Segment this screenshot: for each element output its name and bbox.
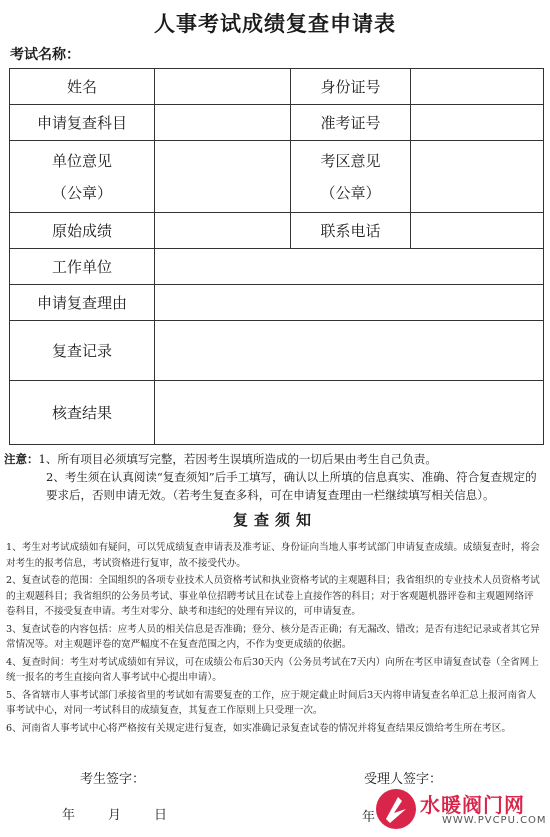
phone-label: 联系电话	[291, 213, 411, 249]
review-record-label: 复查记录	[10, 321, 155, 381]
reason-label: 申请复查理由	[10, 285, 155, 321]
verify-result-field[interactable]	[155, 381, 544, 445]
notice-title: 复查须知	[232, 511, 317, 529]
notes-section	[4, 450, 548, 504]
verify-result-label: 核查结果	[10, 381, 155, 445]
subject-label: 申请复查科目	[10, 105, 155, 141]
original-score-field[interactable]	[155, 213, 291, 249]
district-seal-text: （公章）	[320, 183, 381, 202]
notice-item-4: 4、复查时间：考生对考试成绩如有异议，可在成绩公布后30天内（公务员考试在7天内）向所在考区申请复查试卷（全省网上统一报名的考生直接向省人事考试中心提出申请）。	[6, 656, 539, 683]
id-number-field[interactable]	[411, 69, 544, 105]
date-month: 月	[108, 808, 122, 823]
name-field[interactable]	[155, 69, 291, 105]
subject-field[interactable]	[155, 105, 291, 141]
note-row-1	[4, 450, 548, 468]
watermark-logo	[376, 787, 546, 831]
unit-opinion-text: 单位意见	[51, 151, 112, 170]
work-unit-label: 工作单位	[10, 249, 155, 285]
watermark-brand: 水暖阀门网	[420, 793, 525, 817]
date-year-2: 年	[362, 810, 376, 825]
exam-name-label: 考试名称：	[10, 47, 80, 63]
notice-item-5: 5、各省辖市人事考试部门承接省里的考试如有需要复查的工作，应于规定截止时间后3天内将申请复查名单汇总上报河南省人事考试中心，对同一考试科目的成绩复查，其复查工作原则上只受理一次。	[6, 689, 537, 716]
district-opinion-field[interactable]	[411, 141, 544, 213]
ticket-number-field[interactable]	[411, 105, 544, 141]
unit-opinion-field[interactable]	[155, 141, 291, 213]
notice-list	[6, 540, 542, 738]
ticket-number-label: 准考证号	[291, 105, 411, 141]
work-unit-field[interactable]	[155, 249, 544, 285]
review-record-field[interactable]	[155, 321, 544, 381]
notice-item-6: 6、河南省人事考试中心将严格按有关规定进行复查，如实准确记录复查试卷的情况并将复查结果反馈给考生所在考区。	[6, 722, 511, 734]
date-year: 年	[62, 808, 76, 823]
date-day: 日	[154, 808, 168, 823]
note-item-2: 2、考生须在认真阅读“复查须知”后手工填写，确认以上所填的信息真实、准确、符合复查规定的要求后，否则申请无效。（若考生复查多科，可在申请复查理由一栏继续填写相关信息）。	[46, 470, 537, 502]
valve-logo-icon	[376, 789, 416, 829]
application-form-table	[9, 68, 544, 445]
reason-field[interactable]	[155, 285, 544, 321]
district-opinion-text: 考区意见	[320, 151, 381, 170]
unit-opinion-label	[10, 141, 155, 213]
form-title: 人事考试成绩复查申请表	[154, 12, 396, 36]
district-opinion-label	[291, 141, 411, 213]
receiver-signature-label: 受理人签字：	[364, 772, 443, 787]
notice-item-3: 3、复查试卷的内容包括：应考人员的相关信息是否准确；登分、核分是否正确；有无漏改、错改；是否有违纪记录或者其它异常情况等。对主观题评卷的宽严幅度不在复查范围之内，不作为变更成绩的依据。	[6, 623, 540, 650]
unit-seal-text: （公章）	[51, 183, 112, 202]
original-score-label: 原始成绩	[10, 213, 155, 249]
notice-item-2: 2、复查试卷的范围：全国组织的各项专业技术人员资格考试和执业资格考试的主观题科目；我省组织的专业技术人员资格考试的主观题科目；我省组织的公务员考试、事业单位招聘考试且在试卷上直接作答的科目；对于客观题机器评卷和主观题网络评卷科目，不接受复查申请。考生对零分、缺考和违纪的处理有异议的，可申请复查。	[6, 575, 540, 617]
notes-prefix: 注意：	[4, 452, 39, 466]
examinee-signature-label: 考生签字：	[80, 772, 146, 787]
phone-field[interactable]	[411, 213, 544, 249]
note-item-1: 1、所有项目必须填写完整，若因考生误填所造成的一切后果由考生自己负责。	[38, 452, 437, 466]
watermark-site: WWW.PVCPU.COM	[442, 815, 547, 826]
notice-item-1: 1、考生对考试成绩如有疑问，可以凭成绩复查申请表及准考证、身份证向当地人事考试部门申请复查成绩。成绩复查时，将会对考生的报考信息，考试资格进行复审，故不接受代办。	[6, 542, 540, 569]
name-label: 姓名	[10, 69, 155, 105]
id-number-label: 身份证号	[291, 69, 411, 105]
